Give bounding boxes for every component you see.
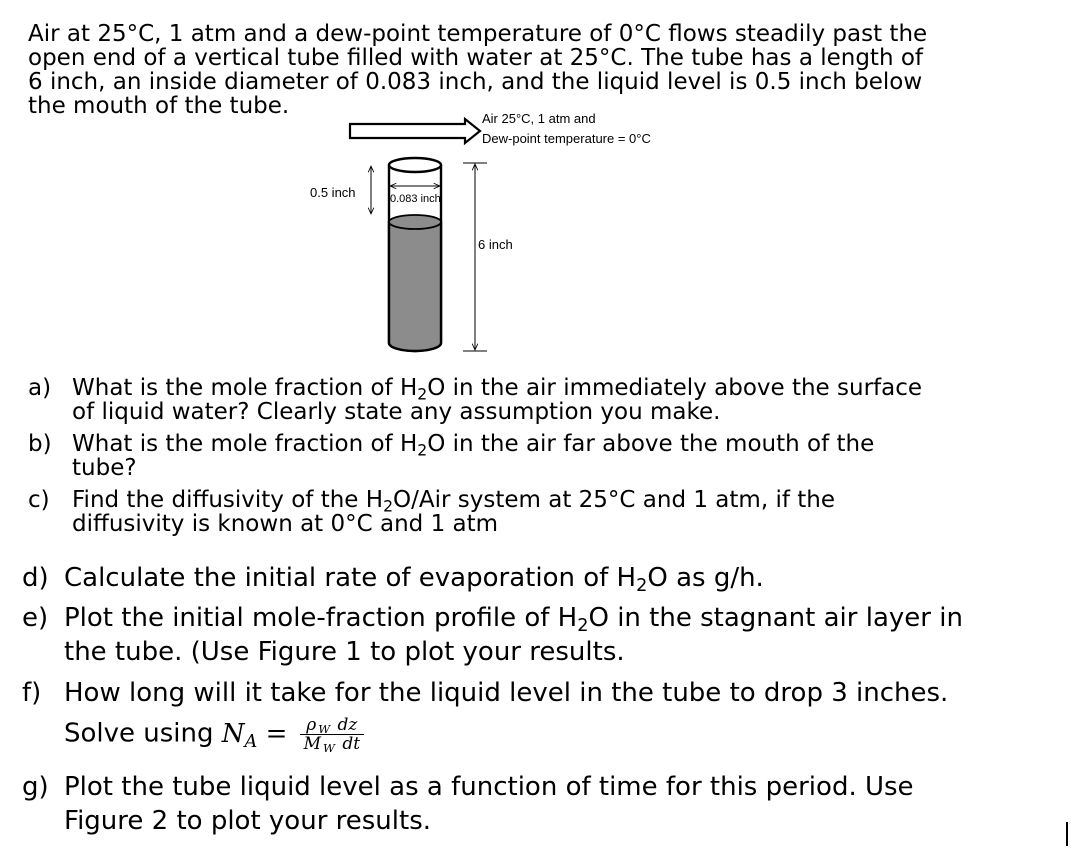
question-a-line-1: What is the mole fraction of $H_2O$ in the air immediately above the surface: [72, 375, 923, 404]
gap-label: 0.5 inch: [310, 185, 356, 200]
question-a-line-2: of liquid water? Clearly state any assumption you make.: [72, 399, 721, 425]
question-f: [22, 676, 1072, 756]
question-e-line-1: Plot the initial mole-fraction profile of $H_2O$ in the stagnant air layer in: [64, 603, 963, 636]
intro-line-3: 6 inch, an inside diameter of 0.083 inch, and the liquid level is 0.5 inch below: [28, 69, 923, 95]
air-conditions-label-2: Dew-point temperature = 0°C: [482, 131, 651, 146]
question-c-line-2: diffusivity is known at 0°C and 1 atm: [72, 511, 499, 537]
question-c-key: c): [28, 487, 50, 513]
question-b-key: b): [28, 431, 52, 457]
water-surface: [389, 215, 441, 229]
air-conditions-label-1: Air 25°C, 1 atm and: [482, 111, 596, 126]
question-g: [22, 770, 1072, 838]
question-d-key: d): [22, 563, 49, 593]
diameter-label: 0.083 inch: [390, 193, 441, 205]
tube: [389, 158, 441, 351]
tube-mouth: [389, 158, 441, 172]
question-b-line-2: tube?: [72, 455, 137, 481]
question-g-line-2: Figure 2 to plot your results.: [64, 806, 432, 836]
question-b-line-1: What is the mole fraction of $H_2O$ in the air far above the mouth of the: [72, 431, 875, 460]
question-f-line-2: Solve using $N_A$ = $\frac{\rho _W dz}{M _W dt}$: [64, 716, 948, 753]
intro-line-4: the mouth of the tube.: [28, 93, 290, 119]
question-e-line-2: the tube. (Use Figure 1 to plot your results.: [64, 637, 625, 667]
question-e-key: e): [22, 603, 49, 633]
question-e: [22, 601, 1072, 669]
question-f-line-1: How long will it take for the liquid level in the tube to drop 3 inches.: [64, 678, 949, 708]
question-d: [22, 561, 1072, 595]
air-flow-arrow: [350, 119, 480, 143]
question-a-key: a): [28, 375, 52, 401]
text-cursor: [1066, 822, 1068, 846]
intro-line-2: open end of a vertical tube filled with water at 25°C. The tube has a length of: [28, 45, 924, 71]
question-c: [28, 488, 1068, 538]
length-dimension: [463, 163, 487, 351]
question-f-key: f): [22, 678, 42, 708]
question-c-line-1: Find the diffusivity of the $H_2O$/Air system at 25°C and 1 atm, if the: [72, 487, 835, 516]
question-g-key: g): [22, 772, 49, 802]
question-a: [28, 376, 1068, 426]
water-column: [389, 222, 441, 351]
question-b: [28, 432, 1068, 482]
question-g-line-1: Plot the tube liquid level as a function of time for this period. Use: [64, 772, 914, 802]
intro-line-1: Air at 25°C, 1 atm and a dew-point temperature of 0°C flows steadily past the: [28, 21, 928, 47]
flux-equation: $N_A$ = $\frac{\rho _W dz}{M _W dt}$: [222, 719, 364, 749]
equation-fraction: $\frac{\rho _W dz}{M _W dt}$: [300, 716, 364, 753]
question-d-text: Calculate the initial rate of evaporation of $H_2O$ as g/h.: [64, 563, 764, 596]
length-label: 6 inch: [478, 237, 513, 252]
